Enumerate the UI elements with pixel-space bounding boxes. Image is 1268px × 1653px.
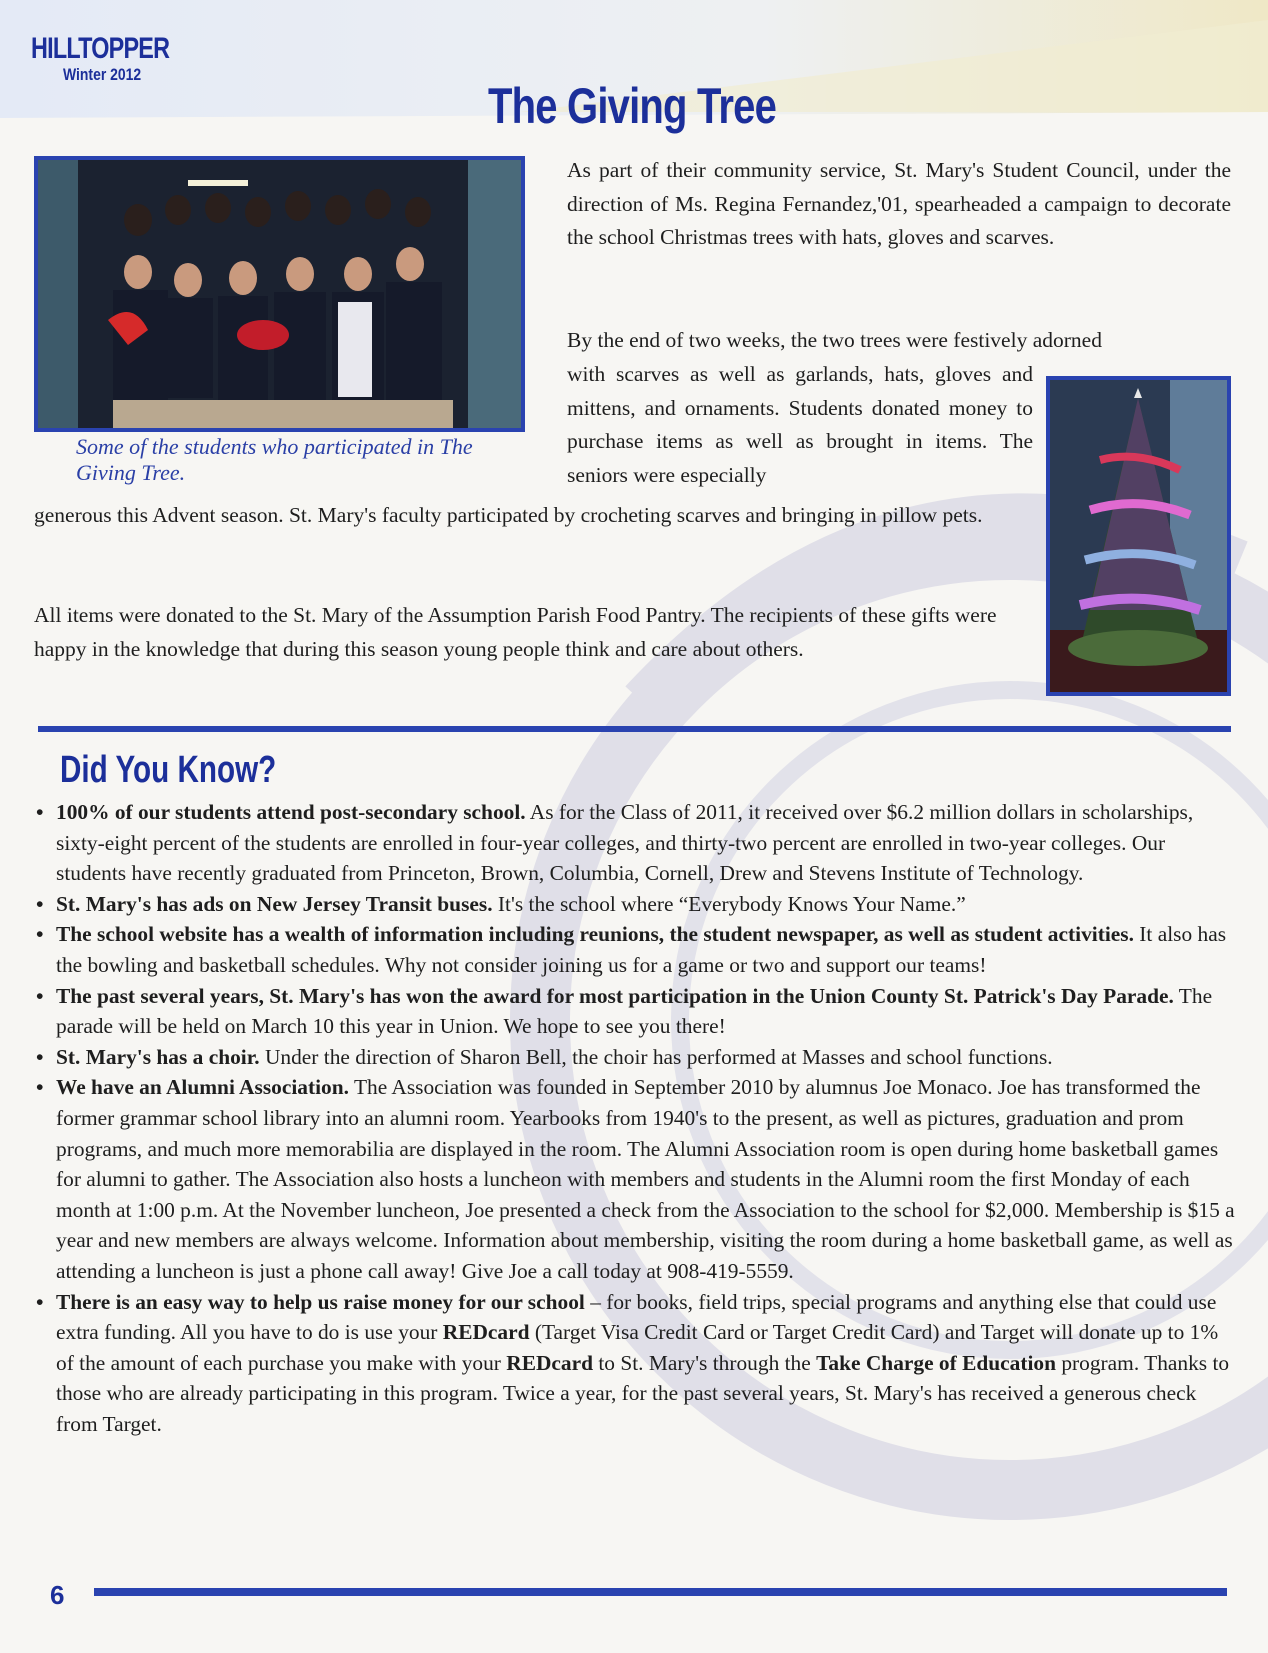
article-paragraph-2-wrap: with scarves as well as garlands, hats, gloves and mittens, and ornaments. Students donated money to purchase items as well as brought in items. The seniors were especially <box>567 362 1033 487</box>
photo-caption: Some of the students who participated in The Giving Tree. <box>76 434 473 485</box>
list-item: • St. Mary's has ads on New Jersey Transit buses. It's the school where “Everybody Knows Your Name.” <box>34 889 1240 920</box>
did-you-know-title: Did You Know? <box>60 749 277 791</box>
list-item: • The school website has a wealth of information including reunions, the student newspaper, as well as student activities. It also has the bowling and basketball schedules. Why not consider joining us for a game or two and support our teams! <box>34 919 1240 980</box>
footer-rule <box>94 1588 1227 1596</box>
list-item: • The past several years, St. Mary's has won the award for most participation in the Union County St. Patrick's Day Parade. The parade will be held on March 10 this year in Union. We hope to see you there! <box>34 981 1240 1042</box>
did-you-know-list <box>34 797 1240 1439</box>
list-item: • We have an Alumni Association. The Association was founded in September 2010 by alumnus Joe Monaco. Joe has transformed the former grammar school library into an alumni room. Yearbooks from 1940's to the present, as well as pictures, graduation and prom programs, and much more memorabilia are displayed in the room. The Alumni Association room is open during home basketball games for alumni to gather. The Association also hosts a luncheon with members and students in the Alumni room the first Monday of each month at 1:00 p.m. At the November luncheon, Joe presented a check from the Association to the school for $2,000. Membership is $15 a year and new members are always welcome. Information about membership, visiting the room during a home basketball game, as well as attending a luncheon is just a phone call away! Give Joe a call today at 908-419-5559. <box>34 1072 1240 1286</box>
students-group-photo <box>34 156 525 432</box>
giving-tree-photo <box>1046 376 1231 696</box>
article-paragraph-3: All items were donated to the St. Mary of the Assumption Parish Food Pantry. The recipients of these gifts were happy in the knowledge that during this season young people think and care about others. <box>34 603 997 661</box>
section-divider <box>38 726 1231 732</box>
article-paragraph-2-top: By the end of two weeks, the two trees were festively adorned <box>567 328 1102 352</box>
article-paragraph-2-bottom: generous this Advent season. St. Mary's faculty participated by crocheting scarves and bringing in pillow pets. <box>34 503 983 527</box>
article-title: The Giving Tree <box>488 78 777 134</box>
publication-name: HILLTOPPER <box>31 32 170 65</box>
list-item: • St. Mary's has a choir. Under the direction of Sharon Bell, the choir has performed at Masses and school functions. <box>34 1042 1240 1073</box>
article-paragraph-1: As part of their community service, St. Mary's Student Council, under the direction of Ms. Regina Fernandez,'01, spearheaded a campaign to decorate the school Christmas trees with hats, gloves and scarves. <box>567 158 1231 249</box>
list-item: • There is an easy way to help us raise money for our school – for books, field trips, special programs and anything else that could use extra funding. All you have to do is use your REDcard (Target Visa Credit Card or Target Credit Card) and Target will donate up to 1% of the amount of each purchase you make with your REDcard to St. Mary's through the Take Charge of Education program. Thanks to those who are already participating in this program. Twice a year, for the past several years, St. Mary's has received a generous check from Target. <box>34 1287 1240 1440</box>
issue-date: Winter 2012 <box>63 65 142 84</box>
list-item: • 100% of our students attend post-secondary school. As for the Class of 2011, it received over $6.2 million dollars in scholarships, sixty-eight percent of the students are enrolled in four-year colleges, and thirty-two percent are enrolled in two-year colleges. Our students have recently graduated from Princeton, Brown, Columbia, Cornell, Drew and Stevens Institute of Technology. <box>34 797 1240 889</box>
page-number: 6 <box>50 1580 65 1610</box>
masthead <box>31 32 208 84</box>
